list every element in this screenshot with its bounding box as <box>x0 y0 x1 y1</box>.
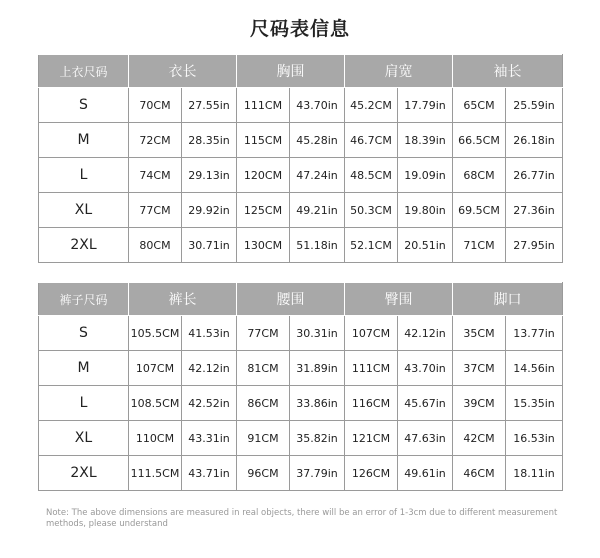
measurement-in-cell: 43.71in <box>182 456 237 491</box>
measurement-in-cell: 45.67in <box>398 386 453 421</box>
measurement-cm-cell: 86CM <box>237 386 290 421</box>
measurement-in-cell: 43.70in <box>290 88 345 123</box>
tops-chest-header: 胸围 <box>237 55 345 88</box>
measurement-cm-cell: 46.7CM <box>345 123 398 158</box>
measurement-in-cell: 29.92in <box>182 193 237 228</box>
measurement-cm-cell: 125CM <box>237 193 290 228</box>
measurement-in-cell: 14.56in <box>506 351 563 386</box>
measurement-in-cell: 27.36in <box>506 193 563 228</box>
tops-shoulder-header: 肩宽 <box>345 55 453 88</box>
measurement-cm-cell: 121CM <box>345 421 398 456</box>
measurement-cm-cell: 69.5CM <box>453 193 506 228</box>
measurement-in-cell: 51.18in <box>290 228 345 263</box>
measurement-in-cell: 43.70in <box>398 351 453 386</box>
measurement-in-cell: 20.51in <box>398 228 453 263</box>
measurement-cm-cell: 77CM <box>237 316 290 351</box>
pants-hip-header: 臀围 <box>345 283 453 316</box>
measurement-cm-cell: 107CM <box>345 316 398 351</box>
measurement-cm-cell: 68CM <box>453 158 506 193</box>
measurement-cm-cell: 42CM <box>453 421 506 456</box>
measurement-in-cell: 33.86in <box>290 386 345 421</box>
measurement-cm-cell: 111CM <box>345 351 398 386</box>
measurement-in-cell: 27.55in <box>182 88 237 123</box>
measurement-in-cell: 49.61in <box>398 456 453 491</box>
measurement-cm-cell: 77CM <box>129 193 182 228</box>
page-title: 尺码表信息 <box>249 18 350 40</box>
table-row <box>39 123 563 158</box>
measurement-cm-cell: 96CM <box>237 456 290 491</box>
measurement-in-cell: 47.63in <box>398 421 453 456</box>
measurement-in-cell: 13.77in <box>506 316 563 351</box>
measurement-cm-cell: 37CM <box>453 351 506 386</box>
size-label: XL <box>39 193 129 228</box>
measurement-in-cell: 18.11in <box>506 456 563 491</box>
tops-sleeve-header: 袖长 <box>453 55 563 88</box>
measurement-cm-cell: 107CM <box>129 351 182 386</box>
measurement-in-cell: 30.31in <box>290 316 345 351</box>
measurement-cm-cell: 66.5CM <box>453 123 506 158</box>
measurement-in-cell: 30.71in <box>182 228 237 263</box>
table-row <box>39 158 563 193</box>
table-row <box>39 228 563 263</box>
tops-size-table <box>38 54 563 263</box>
measurement-cm-cell: 130CM <box>237 228 290 263</box>
measurement-in-cell: 18.39in <box>398 123 453 158</box>
measurement-cm-cell: 105.5CM <box>129 316 182 351</box>
measurement-in-cell: 15.35in <box>506 386 563 421</box>
measurement-cm-cell: 116CM <box>345 386 398 421</box>
measurement-in-cell: 42.52in <box>182 386 237 421</box>
tops-length-header: 衣长 <box>129 55 237 88</box>
measurement-in-cell: 45.28in <box>290 123 345 158</box>
measurement-in-cell: 25.59in <box>506 88 563 123</box>
measurement-cm-cell: 52.1CM <box>345 228 398 263</box>
pants-leg-opening-header: 脚口 <box>453 283 563 316</box>
measurement-in-cell: 17.79in <box>398 88 453 123</box>
measurement-cm-cell: 48.5CM <box>345 158 398 193</box>
measurement-in-cell: 31.89in <box>290 351 345 386</box>
measurement-cm-cell: 81CM <box>237 351 290 386</box>
measurement-cm-cell: 70CM <box>129 88 182 123</box>
measurement-cm-cell: 120CM <box>237 158 290 193</box>
measurement-in-cell: 28.35in <box>182 123 237 158</box>
table-row <box>39 316 563 351</box>
measurement-in-cell: 26.18in <box>506 123 563 158</box>
tops-size-header: 上衣尺码 <box>39 55 129 88</box>
size-label: S <box>39 88 129 123</box>
table-row <box>39 351 563 386</box>
pants-waist-header: 腰围 <box>237 283 345 316</box>
measurement-cm-cell: 65CM <box>453 88 506 123</box>
measurement-note: Note: The above dimensions are measured in real objects, there will be an error of 1-3cm due to different measurement methods, please understand <box>46 508 558 529</box>
measurement-cm-cell: 45.2CM <box>345 88 398 123</box>
measurement-cm-cell: 111CM <box>237 88 290 123</box>
measurement-in-cell: 16.53in <box>506 421 563 456</box>
pants-header-row <box>39 283 563 316</box>
measurement-cm-cell: 50.3CM <box>345 193 398 228</box>
measurement-in-cell: 42.12in <box>398 316 453 351</box>
measurement-cm-cell: 74CM <box>129 158 182 193</box>
measurement-cm-cell: 108.5CM <box>129 386 182 421</box>
size-label: M <box>39 123 129 158</box>
measurement-in-cell: 37.79in <box>290 456 345 491</box>
measurement-in-cell: 41.53in <box>182 316 237 351</box>
table-row <box>39 88 563 123</box>
size-label: XL <box>39 421 129 456</box>
size-label: 2XL <box>39 456 129 491</box>
measurement-in-cell: 26.77in <box>506 158 563 193</box>
measurement-cm-cell: 91CM <box>237 421 290 456</box>
table-row <box>39 456 563 491</box>
measurement-cm-cell: 111.5CM <box>129 456 182 491</box>
table-row <box>39 386 563 421</box>
measurement-in-cell: 27.95in <box>506 228 563 263</box>
measurement-cm-cell: 80CM <box>129 228 182 263</box>
measurement-cm-cell: 115CM <box>237 123 290 158</box>
pants-length-header: 裤长 <box>129 283 237 316</box>
measurement-in-cell: 42.12in <box>182 351 237 386</box>
measurement-in-cell: 19.80in <box>398 193 453 228</box>
tops-header-row <box>39 55 563 88</box>
measurement-cm-cell: 126CM <box>345 456 398 491</box>
size-label: L <box>39 158 129 193</box>
measurement-in-cell: 35.82in <box>290 421 345 456</box>
pants-size-table <box>38 282 563 491</box>
measurement-cm-cell: 46CM <box>453 456 506 491</box>
table-row <box>39 193 563 228</box>
measurement-in-cell: 19.09in <box>398 158 453 193</box>
size-label: S <box>39 316 129 351</box>
table-row <box>39 421 563 456</box>
measurement-cm-cell: 35CM <box>453 316 506 351</box>
size-label: M <box>39 351 129 386</box>
measurement-in-cell: 47.24in <box>290 158 345 193</box>
measurement-in-cell: 43.31in <box>182 421 237 456</box>
measurement-cm-cell: 72CM <box>129 123 182 158</box>
measurement-cm-cell: 39CM <box>453 386 506 421</box>
measurement-cm-cell: 110CM <box>129 421 182 456</box>
measurement-cm-cell: 71CM <box>453 228 506 263</box>
size-label: 2XL <box>39 228 129 263</box>
pants-size-header: 裤子尺码 <box>39 283 129 316</box>
size-label: L <box>39 386 129 421</box>
measurement-in-cell: 49.21in <box>290 193 345 228</box>
measurement-in-cell: 29.13in <box>182 158 237 193</box>
